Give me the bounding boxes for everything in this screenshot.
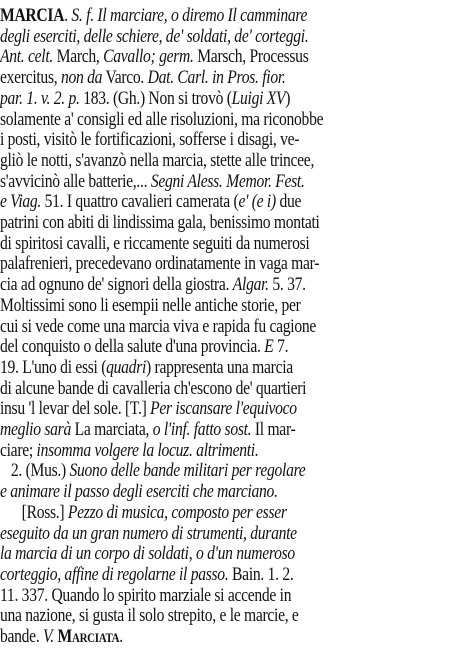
text-segment: 51. I quattro cavalieri camerata ( (41, 191, 239, 213)
text-line (0, 542, 393, 565)
text-segment: 11. 337. Quando lo spirito marziale si accende in (0, 584, 292, 606)
text-line (0, 66, 393, 89)
text-segment: 183. (Gh.) Non si trovò ( (79, 87, 232, 109)
text-segment: S. f. Il marciare, o diremo Il camminare (71, 5, 308, 26)
text-segment: Bain. 1. 2. (228, 563, 294, 585)
text-line (0, 87, 393, 110)
text-segment: Ant. celt. (0, 46, 54, 68)
text-line (0, 170, 393, 193)
text-line (0, 25, 393, 48)
text-segment: meglio sarà (0, 419, 71, 440)
text-segment: Dat. Carl. in Pros. fior. (147, 67, 286, 89)
text-segment: e' (e i) (238, 191, 276, 213)
text-segment: Suono delle bande militari per regolare (69, 460, 306, 482)
text-segment: non da (60, 67, 103, 89)
text-line (0, 128, 393, 151)
text-segment: insomma volgere la locuz. altrimenti. (36, 439, 259, 461)
text-line (0, 563, 393, 586)
text-segment: ciare; (0, 439, 37, 461)
text-segment: o l'inf. fatto sost. (152, 419, 252, 440)
text-segment: exercitus, (0, 67, 61, 89)
text-segment: quadri (106, 356, 147, 378)
text-line (0, 377, 393, 400)
text-segment: Marciata (57, 626, 120, 647)
text-line (0, 501, 393, 524)
text-segment: E (264, 336, 274, 358)
text-line (0, 45, 393, 68)
text-segment: Il mar- (251, 419, 296, 440)
text-line (0, 315, 393, 338)
text-segment: 5. 37. (268, 274, 306, 296)
text-segment: eseguito da un gran numero di strumenti, durante (0, 522, 297, 544)
text-line (0, 356, 393, 379)
text-segment: palafrenieri, precedevano ordinatamente in vaga mar- (0, 253, 320, 275)
text-segment: di alcune bande di cavalleria ch'escono de' quartieri (0, 377, 307, 399)
text-segment: March, (53, 46, 104, 68)
text-segment: bande. (0, 626, 44, 647)
text-line (0, 584, 393, 607)
text-line (0, 252, 393, 275)
text-line (0, 211, 393, 234)
text-line (0, 294, 393, 317)
text-segment: la marcia di un corpo di soldati, o d'un numeroso (0, 543, 295, 565)
text-segment: 7. (273, 336, 289, 358)
text-line (0, 439, 393, 462)
text-segment: del conquisto o della salute d'una provincia. (0, 336, 265, 358)
text-segment: corteggio, affine di regolarne il passo. (0, 563, 229, 585)
text-line (0, 190, 393, 213)
text-line (0, 604, 393, 627)
text-line (0, 273, 393, 296)
text-segment: V. (43, 626, 54, 647)
text-segment: Marsch, Processus (193, 46, 309, 68)
text-segment: di spiritosi cavalli, e riccamente seguiti da numerosi (0, 232, 310, 254)
text-line (0, 397, 393, 420)
text-segment: La marciata, (70, 419, 153, 440)
text-line (0, 149, 393, 172)
text-line (0, 625, 393, 648)
text-segment: una nazione, si gusta il solo strepito, e le marcie, e (0, 605, 299, 627)
text-segment: due (275, 191, 302, 213)
text-segment: solamente a' consigli ed alle risoluzioni, ma riconobbe (0, 108, 324, 130)
text-segment: MARCIA (0, 5, 65, 26)
text-segment: i posti, visitò le fortificazioni, sofferse i disagi, ve- (0, 129, 300, 151)
text-segment: par. 1. v. 2. p. (0, 87, 80, 109)
text-segment: Segni Aless. Memor. Fest. (150, 170, 305, 192)
text-line (0, 480, 393, 503)
text-line (0, 232, 393, 255)
text-line (0, 335, 393, 358)
text-segment: . (64, 5, 72, 26)
text-segment: Cavallo; germ. (103, 46, 194, 68)
text-segment: Per iscansare l'equivoco (150, 398, 297, 420)
text-segment: gliò le notti, s'avanzò nella marcia, stette alle trincee, (0, 149, 315, 171)
text-line (0, 4, 393, 27)
text-segment: cia ad ognuno de' signori della giostra. (0, 274, 233, 296)
text-line (0, 522, 393, 545)
text-segment: . (119, 626, 123, 647)
text-segment: ) (285, 87, 291, 109)
text-segment: cui si vede come una marcia viva e rapida fu cagione (0, 315, 317, 337)
text-segment: e Viag. (0, 191, 42, 213)
text-segment: Algar. (232, 274, 269, 296)
text-segment: Varco. (102, 67, 148, 89)
text-segment: degli eserciti, delle schiere, de' soldati, de' corteggi. (0, 25, 309, 47)
text-segment: Moltissimi sono li esempii nelle antiche storie, per (0, 294, 301, 316)
text-segment: patrini con abiti di lindissima gala, benissimo montati (0, 212, 320, 233)
text-segment: Luigi XV (231, 87, 286, 109)
text-segment: ) rappresenta una marcia (146, 356, 293, 378)
text-segment: 19. L'uno di essi ( (0, 356, 107, 378)
text-segment: e animare il passo degli eserciti che marciano. (0, 481, 278, 503)
text-segment: s'avvicinò alle batterie,... (0, 170, 151, 192)
text-line (0, 459, 393, 482)
text-line (0, 108, 393, 131)
text-line (0, 418, 393, 441)
text-segment: [Ross.] (0, 501, 68, 523)
text-segment: Pezzo di musica, composto per esser (67, 501, 287, 523)
text-segment: insu 'l levar del sole. [T.] (0, 398, 151, 420)
text-segment: 2. (Mus.) (0, 460, 70, 482)
